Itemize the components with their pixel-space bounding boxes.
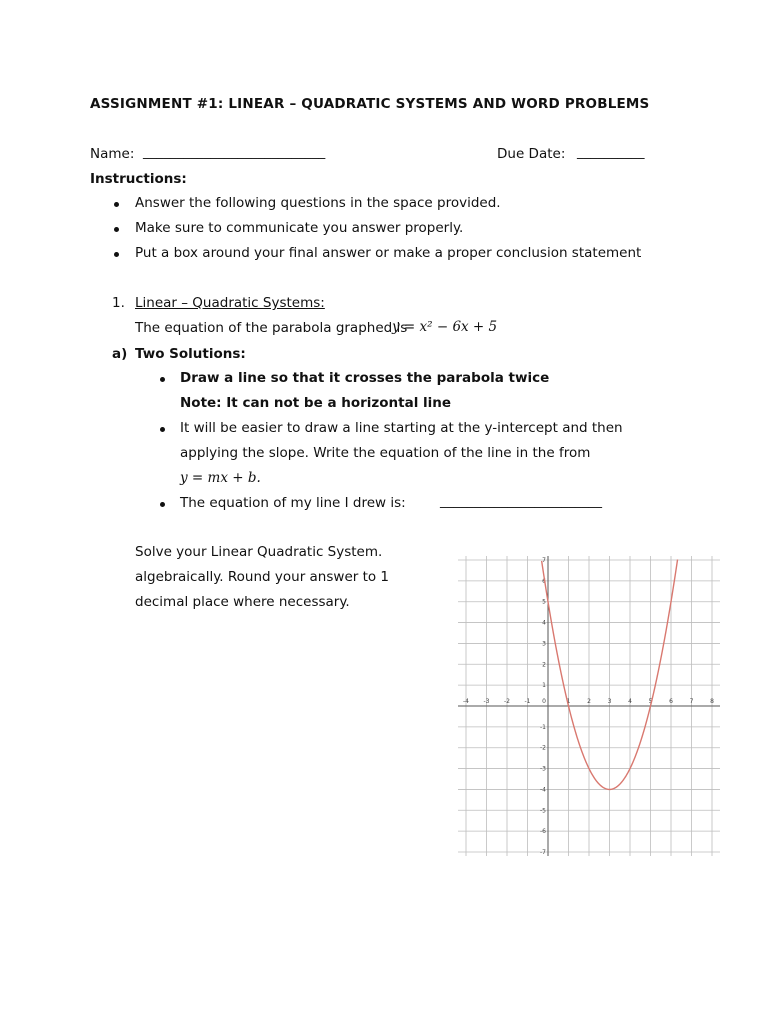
y-tick-label: 6: [542, 577, 546, 585]
y-tick-label: -3: [540, 765, 546, 773]
bullet-text: It will be easier to draw a line starting at the y-intercept and then: [180, 420, 623, 436]
y-tick-label: -6: [540, 828, 546, 836]
x-tick-label: 5: [648, 698, 653, 705]
y-tick-label: 3: [542, 640, 546, 648]
question-number: 1.: [112, 295, 125, 311]
question-heading: Linear – Quadratic Systems:: [135, 295, 325, 311]
graph-svg: [458, 556, 720, 856]
solve-instruction: decimal place where necessary.: [135, 594, 350, 610]
bullet-icon: [114, 227, 119, 232]
y-tick-label: -4: [540, 786, 546, 794]
y-tick-label: 5: [542, 598, 546, 606]
instruction-item: Put a box around your final answer or make a proper conclusion statement: [135, 245, 642, 261]
x-tick-label: 3: [607, 698, 612, 705]
bullet-icon: [160, 377, 165, 382]
bullet-note: Note: It can not be a horizontal line: [180, 395, 452, 411]
x-tick-label: 1: [566, 698, 571, 705]
name-blank: ___________________________: [143, 144, 326, 160]
assignment-title: ASSIGNMENT #1: LINEAR – QUADRATIC SYSTEMS AND WORD PROBLEMS: [90, 96, 650, 112]
bullet-text: Draw a line so that it crosses the parabola twice: [180, 370, 550, 386]
parabola-equation: y = x² − 6x + 5: [392, 319, 498, 335]
x-tick-label: 0: [542, 698, 546, 705]
name-label: Name:: [90, 146, 135, 162]
bullet-icon: [114, 202, 119, 207]
x-tick-label: 8: [710, 698, 714, 705]
due-date-blank: __________: [577, 144, 645, 160]
bullet-text: The equation of my line I drew is:: [180, 495, 406, 511]
x-tick-label: -3: [483, 698, 490, 705]
x-tick-label: 6: [669, 698, 673, 705]
x-tick-label: 2: [587, 698, 591, 705]
x-tick-label: 7: [689, 698, 694, 705]
due-date-label: Due Date:: [497, 146, 566, 162]
y-tick-label: -5: [540, 807, 546, 815]
x-tick-label: -1: [524, 698, 531, 705]
solve-instruction: Solve your Linear Quadratic System.: [135, 544, 383, 560]
bullet-icon: [160, 427, 165, 432]
y-tick-label: 4: [542, 619, 546, 627]
solve-instruction: algebraically. Round your answer to 1: [135, 569, 390, 585]
x-tick-label: 4: [628, 698, 632, 705]
y-tick-label: 2: [542, 661, 546, 669]
y-tick-label: -1: [540, 723, 546, 731]
instruction-item: Make sure to communicate you answer properly.: [135, 220, 464, 236]
line-form-equation: y = mx + b.: [180, 470, 261, 486]
instruction-item: Answer the following questions in the space provided.: [135, 195, 501, 211]
instructions-heading: Instructions:: [90, 171, 187, 187]
part-a-heading: Two Solutions:: [135, 346, 246, 362]
bullet-text: applying the slope. Write the equation of the line in the from: [180, 445, 591, 461]
bullet-icon: [160, 502, 165, 507]
y-tick-label: 7: [542, 557, 546, 564]
y-tick-label: -2: [540, 744, 546, 752]
part-a-label: a): [112, 346, 128, 362]
parabola-statement: The equation of the parabola graphed is: [135, 320, 408, 336]
x-tick-label: -4: [463, 698, 469, 705]
x-tick-label: -2: [504, 698, 510, 705]
parabola-graph: [458, 556, 720, 856]
line-equation-blank: ________________________: [440, 493, 602, 509]
bullet-icon: [114, 252, 119, 257]
y-tick-label: -7: [540, 849, 546, 856]
y-tick-label: 1: [542, 682, 546, 690]
